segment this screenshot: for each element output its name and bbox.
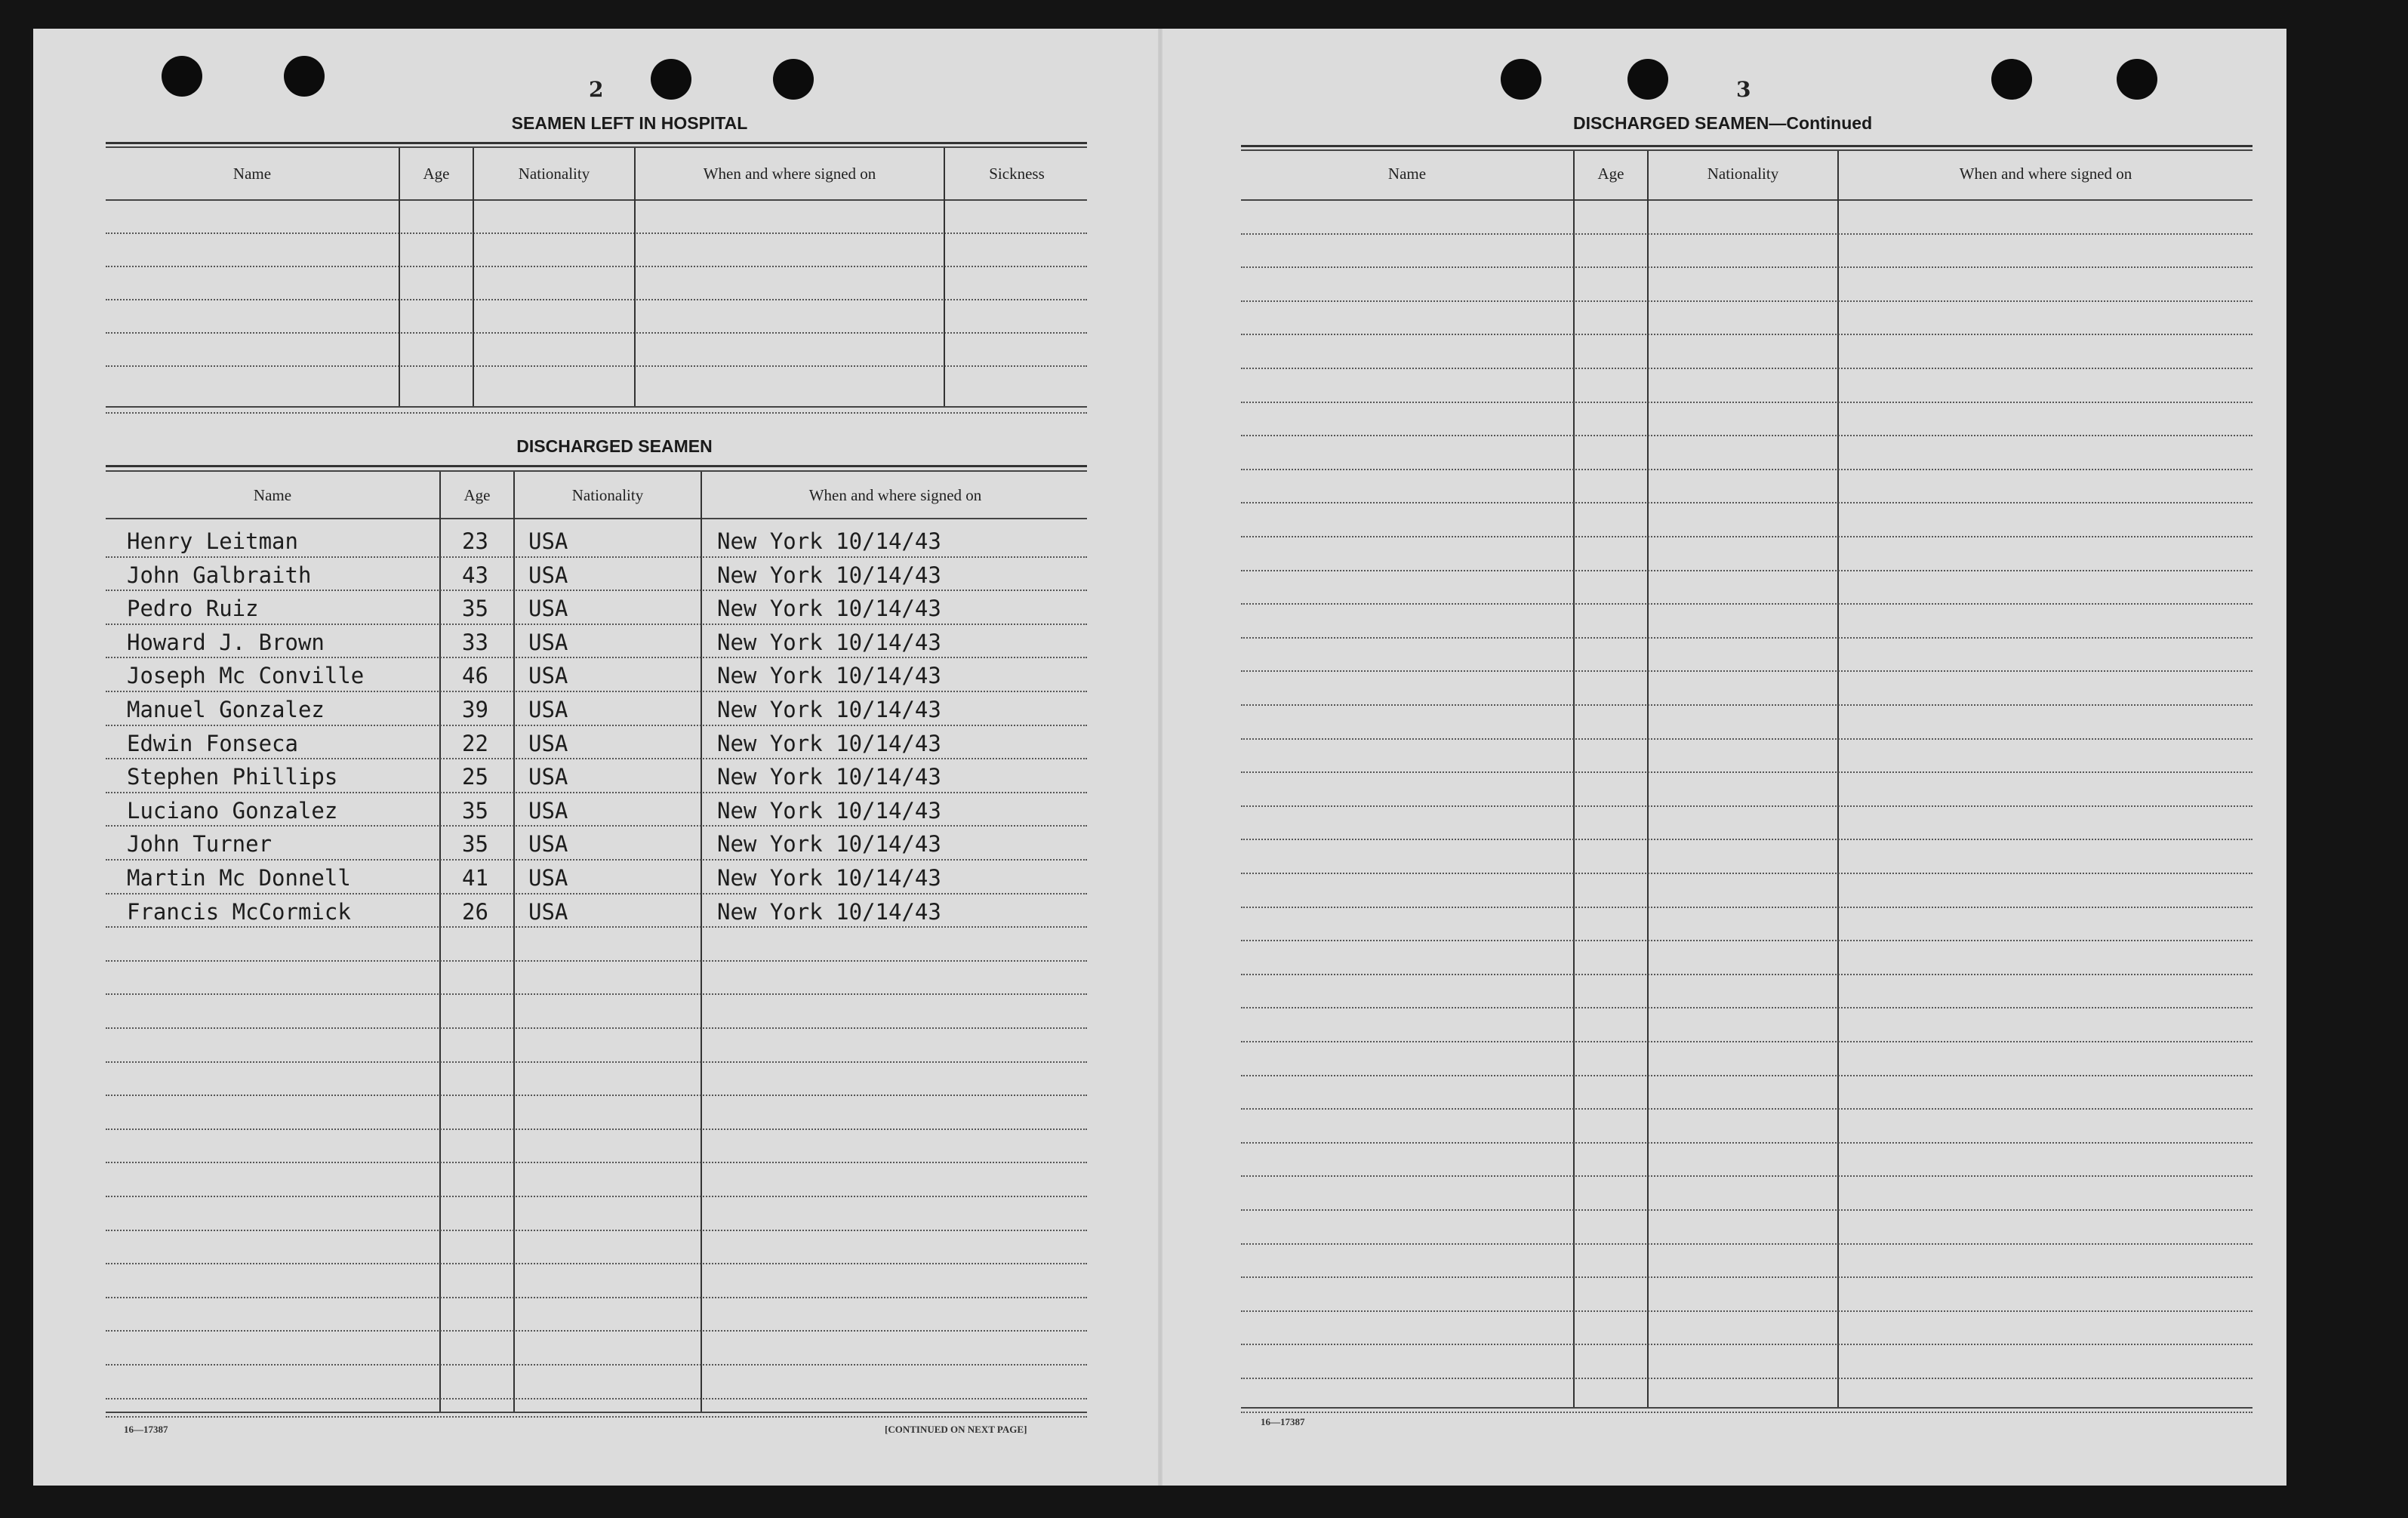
left-form-number: 16—17387 bbox=[124, 1424, 168, 1435]
discharged-row-line bbox=[106, 1162, 1087, 1163]
discharged-row-line bbox=[106, 960, 1087, 962]
discharged-cell-nationality: USA bbox=[528, 697, 568, 722]
discharged-cell-signed-on: New York 10/14/43 bbox=[717, 865, 941, 891]
right-row-line bbox=[1241, 402, 2252, 403]
discharged-row-line bbox=[106, 1196, 1087, 1197]
discharged-row-line bbox=[106, 725, 1087, 726]
discharged-row-line bbox=[106, 1027, 1087, 1029]
discharged-cell-age: 25 bbox=[462, 764, 488, 790]
right-row-line bbox=[1241, 1378, 2252, 1379]
hospital-bottom-rule bbox=[106, 406, 1087, 408]
right-row-line bbox=[1241, 907, 2252, 908]
discharged-header-rule bbox=[106, 518, 1087, 519]
right-header-rule bbox=[1241, 199, 2252, 201]
right-row-line bbox=[1241, 570, 2252, 571]
discharged-top-rule bbox=[106, 465, 1087, 467]
right-row-line bbox=[1241, 1209, 2252, 1211]
right-title-continued: —Continued bbox=[1769, 113, 1873, 133]
hospital-col-age: Age bbox=[423, 165, 450, 183]
right-row-line bbox=[1241, 805, 2252, 807]
hospital-top-rule-2 bbox=[106, 146, 1087, 148]
punch-hole bbox=[651, 59, 691, 100]
discharged-cell-age: 41 bbox=[462, 865, 488, 891]
discharged-cell-age: 39 bbox=[462, 697, 488, 722]
discharged-cell-signed-on: New York 10/14/43 bbox=[717, 562, 941, 588]
right-row-line bbox=[1241, 873, 2252, 874]
right-row-line bbox=[1241, 603, 2252, 605]
right-col-divider bbox=[1573, 151, 1575, 1407]
discharged-cell-nationality: USA bbox=[528, 865, 568, 891]
hospital-row-line bbox=[106, 332, 1087, 334]
right-bottom-rule bbox=[1241, 1407, 2252, 1409]
hospital-col-divider bbox=[473, 148, 474, 406]
discharged-cell-name: John Galbraith bbox=[127, 562, 312, 588]
discharged-cell-nationality: USA bbox=[528, 596, 568, 622]
discharged-row-line bbox=[106, 590, 1087, 591]
discharged-row-line bbox=[106, 691, 1087, 692]
discharged-cell-signed-on: New York 10/14/43 bbox=[717, 764, 941, 790]
discharged-row-line bbox=[106, 556, 1087, 558]
discharged-row-line bbox=[106, 859, 1087, 861]
right-page-number: 3 bbox=[1736, 77, 1751, 102]
right-row-line bbox=[1241, 536, 2252, 537]
discharged-row-line bbox=[106, 657, 1087, 658]
discharged-cell-signed-on: New York 10/14/43 bbox=[717, 831, 941, 858]
discharged-cell-name: Stephen Phillips bbox=[127, 764, 338, 790]
discharged-cell-name: John Turner bbox=[127, 831, 273, 858]
right-row-line bbox=[1241, 738, 2252, 740]
right-col-age: Age bbox=[1597, 165, 1624, 183]
discharged-row-line bbox=[106, 1095, 1087, 1096]
right-row-line bbox=[1241, 1041, 2252, 1042]
discharged-cell-name: Francis McCormick bbox=[127, 898, 351, 925]
hospital-col-signed-on: When and where signed on bbox=[703, 165, 876, 183]
discharged-row-line bbox=[106, 893, 1087, 894]
discharged-row-line bbox=[106, 1398, 1087, 1399]
hospital-row-line bbox=[106, 232, 1087, 234]
discharged-col-divider bbox=[513, 472, 515, 1412]
discharged-cell-age: 35 bbox=[462, 831, 488, 858]
hospital-col-divider bbox=[944, 148, 945, 406]
right-title-main: DISCHARGED SEAMEN bbox=[1573, 113, 1769, 133]
discharged-cell-age: 33 bbox=[462, 629, 488, 655]
right-row-line bbox=[1241, 637, 2252, 639]
left-page-number: 2 bbox=[589, 77, 604, 102]
right-row-line bbox=[1241, 334, 2252, 335]
right-col-divider bbox=[1647, 151, 1649, 1407]
hospital-col-name: Name bbox=[232, 165, 272, 183]
hospital-row-line bbox=[106, 299, 1087, 300]
right-row-line bbox=[1241, 974, 2252, 975]
discharged-cell-signed-on: New York 10/14/43 bbox=[717, 596, 941, 622]
right-row-line bbox=[1241, 266, 2252, 268]
discharged-cell-signed-on: New York 10/14/43 bbox=[717, 528, 941, 554]
discharged-cell-signed-on: New York 10/14/43 bbox=[717, 730, 941, 756]
discharged-row-line bbox=[106, 792, 1087, 793]
right-row-line bbox=[1241, 1243, 2252, 1245]
discharged-cell-age: 35 bbox=[462, 797, 488, 824]
discharged-cell-age: 43 bbox=[462, 562, 488, 588]
discharged-row-line bbox=[106, 1297, 1087, 1298]
discharged-cell-nationality: USA bbox=[528, 797, 568, 824]
punch-hole bbox=[1991, 59, 2032, 100]
discharged-cell-name: Howard J. Brown bbox=[127, 629, 325, 655]
hospital-row-line bbox=[106, 365, 1087, 367]
hospital-top-rule bbox=[106, 142, 1087, 144]
page-fold bbox=[1158, 29, 1162, 1486]
right-section-title bbox=[1573, 113, 1872, 134]
discharged-cell-name: Luciano Gonzalez bbox=[127, 797, 338, 824]
discharged-row-line bbox=[106, 624, 1087, 625]
discharged-cell-name: Martin Mc Donnell bbox=[127, 865, 351, 891]
discharged-cell-age: 23 bbox=[462, 528, 488, 554]
discharged-row-line bbox=[106, 1330, 1087, 1332]
right-row-line bbox=[1241, 1007, 2252, 1008]
discharged-col-signed-on: When and where signed on bbox=[808, 486, 982, 504]
discharged-cell-signed-on: New York 10/14/43 bbox=[717, 797, 941, 824]
hospital-col-sickness: Sickness bbox=[989, 165, 1045, 183]
discharged-cell-nationality: USA bbox=[528, 629, 568, 655]
document-sheet bbox=[33, 29, 2286, 1486]
right-row-line bbox=[1241, 1175, 2252, 1177]
right-row-line bbox=[1241, 1344, 2252, 1345]
discharged-section-title: DISCHARGED SEAMEN bbox=[516, 436, 713, 456]
right-row-line bbox=[1241, 670, 2252, 672]
discharged-top-rule-2 bbox=[106, 470, 1087, 472]
discharged-cell-signed-on: New York 10/14/43 bbox=[717, 898, 941, 925]
right-row-line bbox=[1241, 1075, 2252, 1076]
hospital-bottom-rule-2 bbox=[106, 412, 1087, 414]
discharged-cell-signed-on: New York 10/14/43 bbox=[717, 663, 941, 689]
discharged-row-line bbox=[106, 1364, 1087, 1366]
discharged-row-line bbox=[106, 825, 1087, 827]
discharged-cell-name: Pedro Ruiz bbox=[127, 596, 259, 622]
discharged-col-divider bbox=[439, 472, 441, 1412]
punch-hole bbox=[2117, 59, 2157, 100]
discharged-cell-signed-on: New York 10/14/43 bbox=[717, 629, 941, 655]
discharged-cell-name: Manuel Gonzalez bbox=[127, 697, 325, 722]
hospital-col-divider bbox=[399, 148, 400, 406]
discharged-cell-age: 26 bbox=[462, 898, 488, 925]
right-row-line bbox=[1241, 940, 2252, 941]
discharged-cell-nationality: USA bbox=[528, 898, 568, 925]
discharged-col-name: Name bbox=[253, 486, 292, 504]
punch-hole bbox=[773, 59, 814, 100]
discharged-row-line bbox=[106, 993, 1087, 995]
discharged-cell-nationality: USA bbox=[528, 764, 568, 790]
discharged-row-line bbox=[106, 1263, 1087, 1264]
discharged-cell-age: 46 bbox=[462, 663, 488, 689]
right-row-line bbox=[1241, 502, 2252, 503]
right-bottom-rule-2 bbox=[1241, 1412, 2252, 1413]
discharged-cell-signed-on: New York 10/14/43 bbox=[717, 697, 941, 722]
discharged-cell-nationality: USA bbox=[528, 730, 568, 756]
discharged-row-line bbox=[106, 1230, 1087, 1231]
right-row-line bbox=[1241, 469, 2252, 470]
right-row-line bbox=[1241, 233, 2252, 235]
right-col-name: Name bbox=[1387, 165, 1427, 183]
punch-hole bbox=[162, 56, 202, 97]
right-top-rule-2 bbox=[1241, 149, 2252, 151]
right-row-line bbox=[1241, 300, 2252, 302]
discharged-row-line bbox=[106, 1128, 1087, 1130]
discharged-cell-age: 22 bbox=[462, 730, 488, 756]
right-row-line bbox=[1241, 839, 2252, 840]
punch-hole bbox=[1501, 59, 1541, 100]
discharged-row-line bbox=[106, 926, 1087, 928]
right-row-line bbox=[1241, 1276, 2252, 1278]
right-row-line bbox=[1241, 1142, 2252, 1144]
right-row-line bbox=[1241, 368, 2252, 369]
hospital-col-divider bbox=[634, 148, 636, 406]
discharged-col-divider bbox=[701, 472, 702, 1412]
discharged-cell-nationality: USA bbox=[528, 562, 568, 588]
discharged-cell-age: 35 bbox=[462, 596, 488, 622]
hospital-row-line bbox=[106, 266, 1087, 267]
discharged-cell-name: Henry Leitman bbox=[127, 528, 298, 554]
right-row-line bbox=[1241, 1108, 2252, 1110]
discharged-cell-name: Edwin Fonseca bbox=[127, 730, 298, 756]
right-top-rule bbox=[1241, 145, 2252, 147]
right-col-divider bbox=[1837, 151, 1839, 1407]
punch-hole bbox=[1627, 59, 1668, 100]
discharged-col-nationality: Nationality bbox=[571, 486, 644, 504]
discharged-cell-nationality: USA bbox=[528, 528, 568, 554]
right-col-nationality: Nationality bbox=[1707, 165, 1779, 183]
right-col-signed-on: When and where signed on bbox=[1959, 165, 2132, 183]
right-form-number: 16—17387 bbox=[1261, 1416, 1305, 1427]
right-row-line bbox=[1241, 704, 2252, 706]
hospital-section-title: SEAMEN LEFT IN HOSPITAL bbox=[511, 113, 748, 133]
hospital-header-rule bbox=[106, 199, 1087, 201]
right-row-line bbox=[1241, 435, 2252, 436]
discharged-cell-nationality: USA bbox=[528, 663, 568, 689]
discharged-bottom-rule-2 bbox=[106, 1416, 1087, 1418]
discharged-row-line bbox=[106, 758, 1087, 759]
discharged-col-age: Age bbox=[463, 486, 491, 504]
discharged-cell-name: Joseph Mc Conville bbox=[127, 663, 365, 689]
punch-hole bbox=[284, 56, 325, 97]
hospital-col-nationality: Nationality bbox=[518, 165, 590, 183]
right-row-line bbox=[1241, 1310, 2252, 1312]
discharged-bottom-rule bbox=[106, 1412, 1087, 1413]
discharged-cell-nationality: USA bbox=[528, 831, 568, 858]
discharged-row-line bbox=[106, 1061, 1087, 1063]
right-row-line bbox=[1241, 771, 2252, 773]
continued-note: [CONTINUED ON NEXT PAGE] bbox=[885, 1424, 1027, 1435]
